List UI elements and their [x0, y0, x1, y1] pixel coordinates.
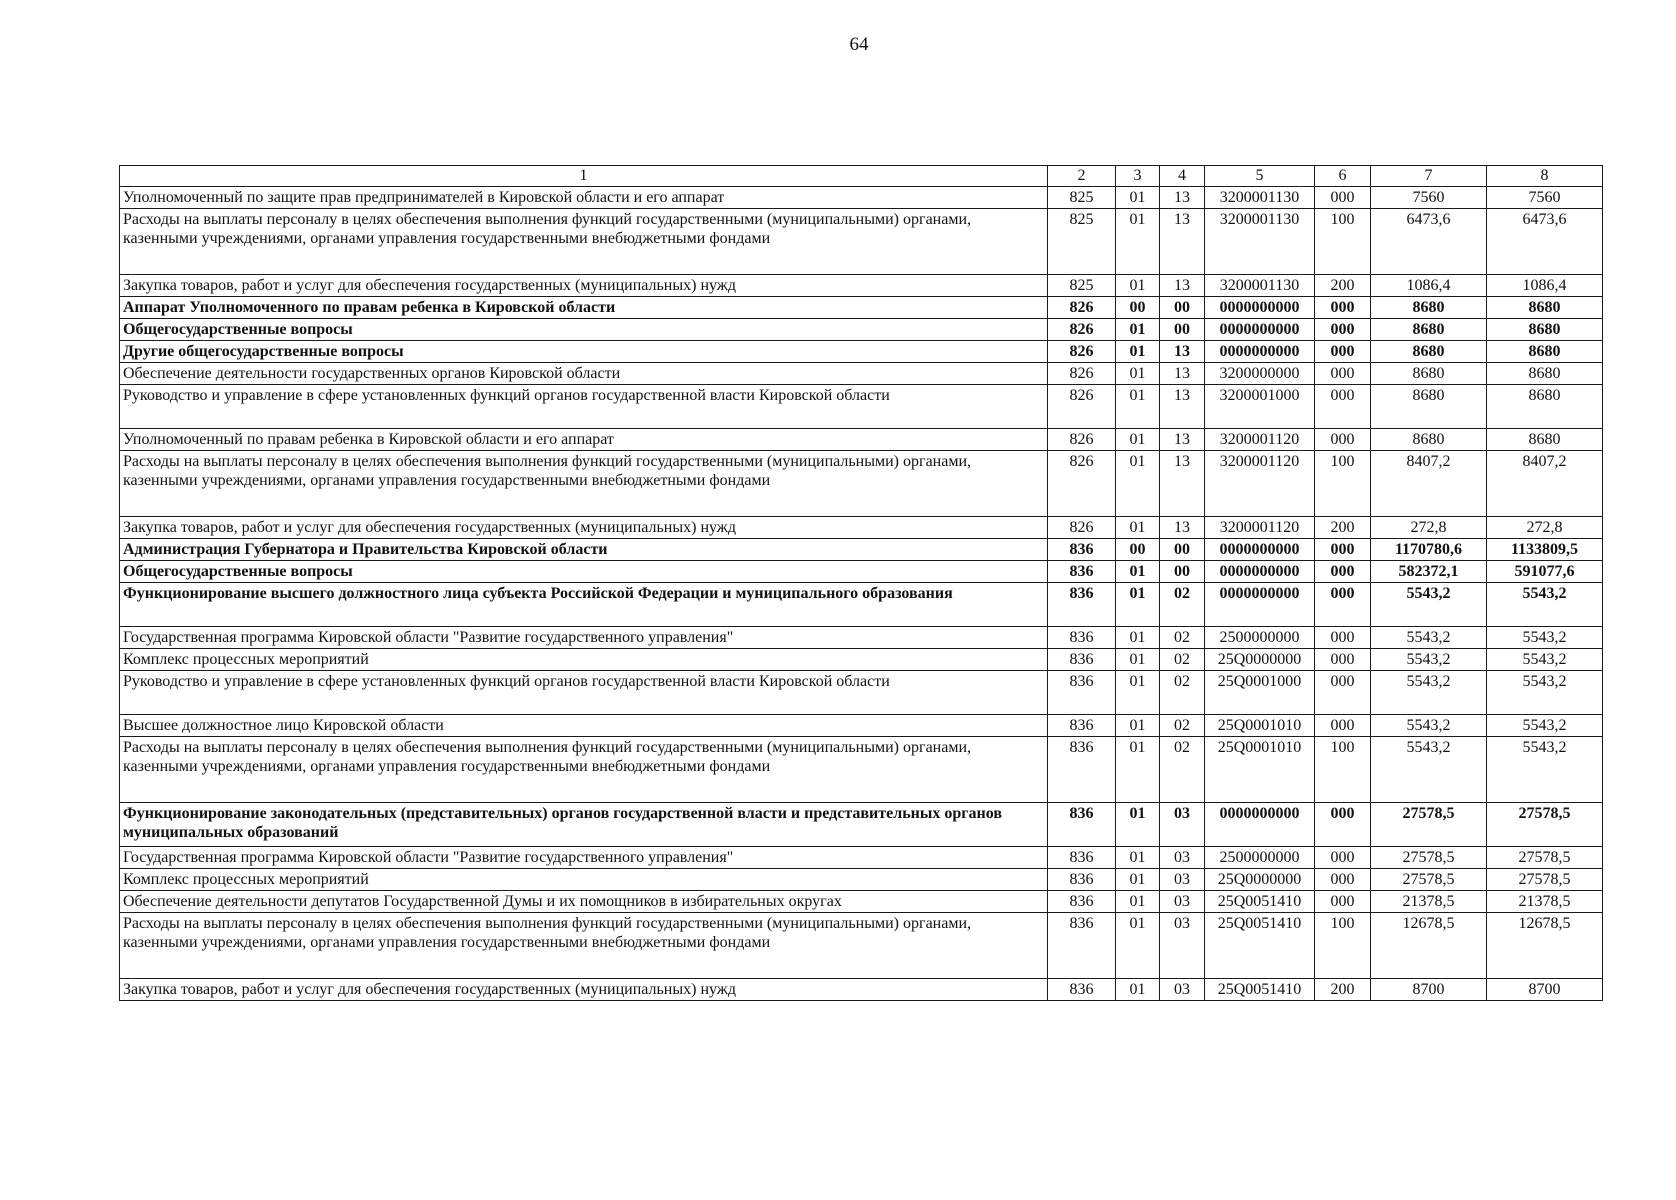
admin-code-cell: 836: [1048, 539, 1116, 561]
section-cell: 01: [1116, 517, 1160, 539]
table-row: [120, 539, 1603, 561]
amount-year1-cell: 272,8: [1371, 517, 1487, 539]
subsection-cell: 03: [1160, 979, 1205, 1001]
admin-code-cell: 836: [1048, 803, 1116, 847]
target-article-cell: 3200001120: [1205, 429, 1315, 451]
budget-table: [119, 165, 1603, 1001]
row-name-cell: Расходы на выплаты персоналу в целях обеспечения выполнения функций государственными (муниципальными) органами, казенными учреждениями, органами управления государственными внебюджетными фондами: [120, 451, 1048, 517]
amount-year1-cell: 5543,2: [1371, 649, 1487, 671]
section-cell: 01: [1116, 913, 1160, 979]
admin-code-cell: 836: [1048, 583, 1116, 627]
row-name-cell: Государственная программа Кировской области "Развитие государственного управления": [120, 627, 1048, 649]
amount-year1-cell: 8700: [1371, 979, 1487, 1001]
row-name-cell: Функционирование высшего должностного лица субъекта Российской Федерации и муниципального образования: [120, 583, 1048, 627]
target-article-cell: 0000000000: [1205, 297, 1315, 319]
amount-year2-cell: 8680: [1487, 363, 1603, 385]
amount-year1-cell: 5543,2: [1371, 671, 1487, 715]
expense-type-cell: 000: [1315, 803, 1371, 847]
subsection-cell: 13: [1160, 209, 1205, 275]
amount-year1-cell: 582372,1: [1371, 561, 1487, 583]
target-article-cell: 25Q0051410: [1205, 979, 1315, 1001]
amount-year2-cell: 8680: [1487, 341, 1603, 363]
expense-type-cell: 000: [1315, 561, 1371, 583]
section-cell: 01: [1116, 869, 1160, 891]
row-name-cell: Общегосударственные вопросы: [120, 319, 1048, 341]
admin-code-cell: 826: [1048, 451, 1116, 517]
amount-year1-cell: 8680: [1371, 341, 1487, 363]
amount-year2-cell: 5543,2: [1487, 737, 1603, 803]
table-row: [120, 671, 1603, 715]
target-article-cell: 25Q0051410: [1205, 891, 1315, 913]
target-article-cell: 2500000000: [1205, 847, 1315, 869]
expense-type-cell: 000: [1315, 715, 1371, 737]
amount-year2-cell: 27578,5: [1487, 803, 1603, 847]
target-article-cell: 25Q0001010: [1205, 715, 1315, 737]
admin-code-cell: 826: [1048, 341, 1116, 363]
section-cell: 01: [1116, 429, 1160, 451]
row-name-cell: Комплекс процессных мероприятий: [120, 649, 1048, 671]
admin-code-cell: 825: [1048, 275, 1116, 297]
admin-code-cell: 826: [1048, 297, 1116, 319]
table-row: [120, 275, 1603, 297]
amount-year2-cell: 8407,2: [1487, 451, 1603, 517]
expense-type-cell: 000: [1315, 649, 1371, 671]
admin-code-cell: 826: [1048, 517, 1116, 539]
admin-code-cell: 836: [1048, 671, 1116, 715]
admin-code-cell: 836: [1048, 869, 1116, 891]
section-cell: 00: [1116, 539, 1160, 561]
row-name-cell: Государственная программа Кировской области "Развитие государственного управления": [120, 847, 1048, 869]
table-row: [120, 385, 1603, 429]
admin-code-cell: 826: [1048, 363, 1116, 385]
table-row: [120, 979, 1603, 1001]
expense-type-cell: 000: [1315, 539, 1371, 561]
amount-year1-cell: 8680: [1371, 319, 1487, 341]
section-cell: 01: [1116, 583, 1160, 627]
row-name-cell: Уполномоченный по защите прав предпринимателей в Кировской области и его аппарат: [120, 187, 1048, 209]
expense-type-cell: 000: [1315, 847, 1371, 869]
amount-year2-cell: 8680: [1487, 319, 1603, 341]
row-name-cell: Расходы на выплаты персоналу в целях обеспечения выполнения функций государственными (муниципальными) органами, казенными учреждениями, органами управления государственными внебюджетными фондами: [120, 913, 1048, 979]
table-row: [120, 187, 1603, 209]
target-article-cell: 3200001130: [1205, 187, 1315, 209]
amount-year1-cell: 5543,2: [1371, 583, 1487, 627]
table-row: [120, 429, 1603, 451]
amount-year1-cell: 1170780,6: [1371, 539, 1487, 561]
amount-year2-cell: 5543,2: [1487, 671, 1603, 715]
row-name-cell: Закупка товаров, работ и услуг для обеспечения государственных (муниципальных) нужд: [120, 275, 1048, 297]
amount-year1-cell: 12678,5: [1371, 913, 1487, 979]
admin-code-cell: 836: [1048, 715, 1116, 737]
section-cell: 01: [1116, 451, 1160, 517]
table-row: [120, 451, 1603, 517]
expense-type-cell: 100: [1315, 737, 1371, 803]
row-name-cell: Закупка товаров, работ и услуг для обеспечения государственных (муниципальных) нужд: [120, 979, 1048, 1001]
amount-year1-cell: 27578,5: [1371, 847, 1487, 869]
header-cell: 1: [120, 166, 1048, 187]
amount-year2-cell: 21378,5: [1487, 891, 1603, 913]
subsection-cell: 13: [1160, 187, 1205, 209]
table-row: [120, 737, 1603, 803]
row-name-cell: Другие общегосударственные вопросы: [120, 341, 1048, 363]
amount-year1-cell: 21378,5: [1371, 891, 1487, 913]
subsection-cell: 03: [1160, 803, 1205, 847]
section-cell: 01: [1116, 737, 1160, 803]
section-cell: 01: [1116, 847, 1160, 869]
amount-year1-cell: 5543,2: [1371, 627, 1487, 649]
table-row: [120, 341, 1603, 363]
section-cell: 01: [1116, 803, 1160, 847]
section-cell: 01: [1116, 385, 1160, 429]
subsection-cell: 02: [1160, 737, 1205, 803]
row-name-cell: Комплекс процессных мероприятий: [120, 869, 1048, 891]
expense-type-cell: 000: [1315, 627, 1371, 649]
header-cell: 4: [1160, 166, 1205, 187]
admin-code-cell: 826: [1048, 429, 1116, 451]
table-row: [120, 803, 1603, 847]
amount-year1-cell: 8680: [1371, 385, 1487, 429]
target-article-cell: 25Q0000000: [1205, 649, 1315, 671]
amount-year2-cell: 8680: [1487, 297, 1603, 319]
amount-year2-cell: 591077,6: [1487, 561, 1603, 583]
row-name-cell: Общегосударственные вопросы: [120, 561, 1048, 583]
amount-year1-cell: 5543,2: [1371, 737, 1487, 803]
target-article-cell: 0000000000: [1205, 539, 1315, 561]
page-number: 64: [849, 34, 869, 55]
target-article-cell: 0000000000: [1205, 341, 1315, 363]
table-row: [120, 517, 1603, 539]
amount-year1-cell: 6473,6: [1371, 209, 1487, 275]
amount-year1-cell: 8680: [1371, 297, 1487, 319]
section-cell: 01: [1116, 891, 1160, 913]
target-article-cell: 0000000000: [1205, 803, 1315, 847]
admin-code-cell: 826: [1048, 385, 1116, 429]
table-row: [120, 649, 1603, 671]
table-row: [120, 561, 1603, 583]
admin-code-cell: 836: [1048, 979, 1116, 1001]
table-row: [120, 913, 1603, 979]
amount-year2-cell: 1086,4: [1487, 275, 1603, 297]
section-cell: 01: [1116, 979, 1160, 1001]
expense-type-cell: 100: [1315, 451, 1371, 517]
row-name-cell: Расходы на выплаты персоналу в целях обеспечения выполнения функций государственными (муниципальными) органами, казенными учреждениями, органами управления государственными внебюджетными фондами: [120, 737, 1048, 803]
amount-year1-cell: 8680: [1371, 429, 1487, 451]
amount-year2-cell: 1133809,5: [1487, 539, 1603, 561]
amount-year2-cell: 5543,2: [1487, 715, 1603, 737]
table-row: [120, 869, 1603, 891]
table-row: [120, 363, 1603, 385]
expense-type-cell: 000: [1315, 583, 1371, 627]
amount-year1-cell: 8680: [1371, 363, 1487, 385]
expense-type-cell: 200: [1315, 275, 1371, 297]
subsection-cell: 13: [1160, 363, 1205, 385]
amount-year2-cell: 5543,2: [1487, 583, 1603, 627]
subsection-cell: 00: [1160, 539, 1205, 561]
admin-code-cell: 825: [1048, 187, 1116, 209]
subsection-cell: 13: [1160, 385, 1205, 429]
expense-type-cell: 000: [1315, 319, 1371, 341]
target-article-cell: 3200001120: [1205, 517, 1315, 539]
section-cell: 01: [1116, 209, 1160, 275]
section-cell: 01: [1116, 561, 1160, 583]
target-article-cell: 0000000000: [1205, 561, 1315, 583]
admin-code-cell: 825: [1048, 209, 1116, 275]
subsection-cell: 02: [1160, 627, 1205, 649]
amount-year1-cell: 7560: [1371, 187, 1487, 209]
target-article-cell: 3200001000: [1205, 385, 1315, 429]
amount-year2-cell: 5543,2: [1487, 649, 1603, 671]
row-name-cell: Высшее должностное лицо Кировской области: [120, 715, 1048, 737]
target-article-cell: 0000000000: [1205, 319, 1315, 341]
row-name-cell: Обеспечение деятельности государственных органов Кировской области: [120, 363, 1048, 385]
subsection-cell: 00: [1160, 561, 1205, 583]
subsection-cell: 13: [1160, 429, 1205, 451]
section-cell: 01: [1116, 187, 1160, 209]
subsection-cell: 13: [1160, 451, 1205, 517]
amount-year2-cell: 27578,5: [1487, 847, 1603, 869]
expense-type-cell: 000: [1315, 869, 1371, 891]
expense-type-cell: 100: [1315, 209, 1371, 275]
target-article-cell: 3200000000: [1205, 363, 1315, 385]
header-cell: 8: [1487, 166, 1603, 187]
expense-type-cell: 100: [1315, 913, 1371, 979]
admin-code-cell: 836: [1048, 847, 1116, 869]
header-cell: 7: [1371, 166, 1487, 187]
table-row: [120, 715, 1603, 737]
amount-year1-cell: 8407,2: [1371, 451, 1487, 517]
row-name-cell: Расходы на выплаты персоналу в целях обеспечения выполнения функций государственными (муниципальными) органами, казенными учреждениями, органами управления государственными внебюджетными фондами: [120, 209, 1048, 275]
subsection-cell: 03: [1160, 847, 1205, 869]
section-cell: 01: [1116, 627, 1160, 649]
subsection-cell: 02: [1160, 583, 1205, 627]
subsection-cell: 02: [1160, 715, 1205, 737]
admin-code-cell: 836: [1048, 913, 1116, 979]
amount-year2-cell: 8680: [1487, 429, 1603, 451]
admin-code-cell: 836: [1048, 627, 1116, 649]
admin-code-cell: 826: [1048, 319, 1116, 341]
target-article-cell: 3200001120: [1205, 451, 1315, 517]
row-name-cell: Руководство и управление в сфере установленных функций органов государственной власти Кировской области: [120, 671, 1048, 715]
amount-year2-cell: 8700: [1487, 979, 1603, 1001]
table-body: [120, 187, 1603, 1001]
amount-year2-cell: 8680: [1487, 385, 1603, 429]
amount-year2-cell: 272,8: [1487, 517, 1603, 539]
expense-type-cell: 000: [1315, 671, 1371, 715]
section-cell: 00: [1116, 297, 1160, 319]
row-name-cell: Администрация Губернатора и Правительства Кировской области: [120, 539, 1048, 561]
section-cell: 01: [1116, 363, 1160, 385]
target-article-cell: 25Q0000000: [1205, 869, 1315, 891]
amount-year1-cell: 27578,5: [1371, 869, 1487, 891]
expense-type-cell: 000: [1315, 429, 1371, 451]
expense-type-cell: 000: [1315, 891, 1371, 913]
amount-year1-cell: 1086,4: [1371, 275, 1487, 297]
expense-type-cell: 000: [1315, 341, 1371, 363]
amount-year2-cell: 5543,2: [1487, 627, 1603, 649]
amount-year1-cell: 27578,5: [1371, 803, 1487, 847]
row-name-cell: Уполномоченный по правам ребенка в Кировской области и его аппарат: [120, 429, 1048, 451]
target-article-cell: 2500000000: [1205, 627, 1315, 649]
admin-code-cell: 836: [1048, 737, 1116, 803]
section-cell: 01: [1116, 671, 1160, 715]
row-name-cell: Руководство и управление в сфере установленных функций органов государственной власти Кировской области: [120, 385, 1048, 429]
subsection-cell: 13: [1160, 275, 1205, 297]
subsection-cell: 02: [1160, 671, 1205, 715]
target-article-cell: 0000000000: [1205, 583, 1315, 627]
expense-type-cell: 000: [1315, 187, 1371, 209]
section-cell: 01: [1116, 649, 1160, 671]
admin-code-cell: 836: [1048, 561, 1116, 583]
table-row: [120, 297, 1603, 319]
amount-year1-cell: 5543,2: [1371, 715, 1487, 737]
subsection-cell: 00: [1160, 319, 1205, 341]
header-row: [120, 166, 1603, 187]
target-article-cell: 3200001130: [1205, 209, 1315, 275]
subsection-cell: 03: [1160, 913, 1205, 979]
subsection-cell: 13: [1160, 517, 1205, 539]
section-cell: 01: [1116, 319, 1160, 341]
row-name-cell: Закупка товаров, работ и услуг для обеспечения государственных (муниципальных) нужд: [120, 517, 1048, 539]
header-cell: 5: [1205, 166, 1315, 187]
header-cell: 2: [1048, 166, 1116, 187]
table-row: [120, 319, 1603, 341]
row-name-cell: Аппарат Уполномоченного по правам ребенка в Кировской области: [120, 297, 1048, 319]
section-cell: 01: [1116, 715, 1160, 737]
table-row: [120, 891, 1603, 913]
subsection-cell: 13: [1160, 341, 1205, 363]
row-name-cell: Обеспечение деятельности депутатов Государственной Думы и их помощников в избирательных округах: [120, 891, 1048, 913]
table-row: [120, 583, 1603, 627]
table-row: [120, 847, 1603, 869]
expense-type-cell: 200: [1315, 517, 1371, 539]
amount-year2-cell: 12678,5: [1487, 913, 1603, 979]
amount-year2-cell: 6473,6: [1487, 209, 1603, 275]
table-row: [120, 209, 1603, 275]
expense-type-cell: 000: [1315, 385, 1371, 429]
section-cell: 01: [1116, 275, 1160, 297]
target-article-cell: 25Q0001010: [1205, 737, 1315, 803]
subsection-cell: 03: [1160, 891, 1205, 913]
amount-year2-cell: 27578,5: [1487, 869, 1603, 891]
amount-year2-cell: 7560: [1487, 187, 1603, 209]
header-cell: 3: [1116, 166, 1160, 187]
table-row: [120, 627, 1603, 649]
admin-code-cell: 836: [1048, 891, 1116, 913]
admin-code-cell: 836: [1048, 649, 1116, 671]
expense-type-cell: 000: [1315, 297, 1371, 319]
expense-type-cell: 000: [1315, 363, 1371, 385]
expense-type-cell: 200: [1315, 979, 1371, 1001]
subsection-cell: 00: [1160, 297, 1205, 319]
subsection-cell: 03: [1160, 869, 1205, 891]
target-article-cell: 25Q0051410: [1205, 913, 1315, 979]
subsection-cell: 02: [1160, 649, 1205, 671]
section-cell: 01: [1116, 341, 1160, 363]
target-article-cell: 25Q0001000: [1205, 671, 1315, 715]
target-article-cell: 3200001130: [1205, 275, 1315, 297]
header-cell: 6: [1315, 166, 1371, 187]
row-name-cell: Функционирование законодательных (представительных) органов государственной власти и представительных органов муниципальных образований: [120, 803, 1048, 847]
